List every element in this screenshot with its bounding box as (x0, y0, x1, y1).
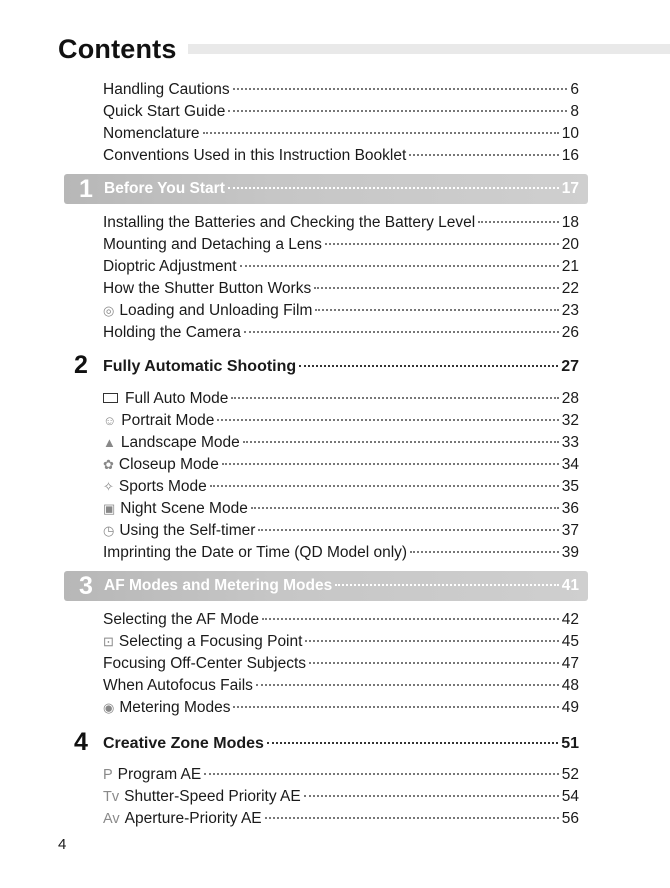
chapter-heading-3[interactable] (64, 571, 588, 601)
toc-entry-page: 39 (561, 544, 579, 561)
toc-entry-program-ae[interactable] (103, 766, 579, 786)
toc-entry-label: Portrait Mode (121, 412, 215, 429)
toc-entry-page: 18 (561, 214, 579, 231)
toc-entry-full-auto[interactable] (103, 390, 579, 410)
toc-entry-night-scene[interactable] (103, 500, 579, 520)
leader-dots (478, 221, 559, 223)
toc-entry-label: Focusing Off-Center Subjects (103, 655, 307, 672)
chapter-number: 2 (74, 351, 88, 379)
chapter-title: Fully Automatic Shooting (103, 358, 297, 375)
toc-entry-page: 52 (561, 766, 579, 783)
toc-entry-page: 54 (561, 788, 579, 805)
leader-dots (228, 110, 567, 112)
toc-entry-label: Nomenclature (103, 125, 200, 142)
chapter-heading-1[interactable] (64, 174, 588, 204)
chapter-page: 17 (561, 180, 579, 197)
av-mode-icon: Av (103, 811, 120, 827)
toc-entry-page: 35 (561, 478, 579, 495)
toc-entry-label: Quick Start Guide (103, 103, 226, 120)
toc-entry-loading-film[interactable] (103, 302, 579, 322)
leader-dots (251, 507, 559, 509)
tv-mode-icon: Tv (103, 789, 120, 805)
toc-entry-page: 10 (561, 125, 579, 142)
leader-dots (231, 397, 558, 399)
film-icon: ◎ (103, 303, 115, 318)
leader-dots (233, 706, 558, 708)
toc-entry-label: Program AE (117, 766, 202, 783)
leader-dots (315, 309, 558, 311)
toc-entry-autofocus-fails[interactable] (103, 677, 579, 697)
toc-entry-handling-cautions[interactable] (103, 81, 579, 101)
toc-entry-page: 36 (561, 500, 579, 517)
chapter-title-row (103, 358, 579, 376)
toc-entry-portrait[interactable] (103, 412, 579, 432)
toc-entry-page: 34 (561, 456, 579, 473)
leader-dots (210, 485, 559, 487)
toc-entry-self-timer[interactable] (103, 522, 579, 542)
toc-entry-label: When Autofocus Fails (103, 677, 253, 694)
toc-entry-page: 32 (561, 412, 579, 429)
closeup-icon: ✿ (103, 457, 114, 472)
leader-dots (299, 365, 558, 367)
chapter-number: 1 (79, 175, 93, 203)
leader-dots (305, 640, 558, 642)
contents-header (58, 30, 670, 74)
night-scene-icon: ▣ (103, 501, 116, 516)
toc-entry-page: 28 (561, 390, 579, 407)
toc-entry-label: Night Scene Mode (120, 500, 248, 517)
toc-entry-label: Handling Cautions (103, 81, 230, 98)
toc-entry-page: 20 (561, 236, 579, 253)
leader-dots (304, 795, 559, 797)
toc-entry-label: Shutter-Speed Priority AE (124, 788, 301, 805)
toc-entry-closeup[interactable] (103, 456, 579, 476)
full-auto-icon (103, 393, 118, 403)
toc-entry-af-mode[interactable] (103, 611, 579, 631)
toc-entry-conventions[interactable] (103, 147, 579, 167)
toc-entry-dioptric-adjustment[interactable] (103, 258, 579, 278)
toc-entry-mounting-lens[interactable] (103, 236, 579, 256)
title-bar-decoration (188, 44, 670, 54)
toc-entry-shutter-button[interactable] (103, 280, 579, 300)
leader-dots (410, 551, 559, 553)
chapter-page: 41 (561, 577, 579, 594)
toc-entry-page: 26 (561, 324, 579, 341)
portrait-icon: ☺ (103, 413, 117, 428)
leader-dots (244, 331, 559, 333)
toc-entry-page: 42 (561, 611, 579, 628)
landscape-icon: ▲ (103, 435, 116, 450)
leader-dots (222, 463, 559, 465)
leader-dots (233, 88, 568, 90)
toc-entry-page: 8 (570, 103, 579, 120)
leader-dots (204, 773, 559, 775)
leader-dots (335, 584, 559, 586)
toc-entry-label: Full Auto Mode (125, 390, 229, 407)
leader-dots (258, 529, 558, 531)
toc-entry-label: Landscape Mode (120, 434, 240, 451)
page-title: Contents (58, 34, 177, 64)
page-number: 4 (58, 836, 67, 853)
af-point-icon: ⊡ (103, 634, 114, 649)
toc-entry-page: 48 (561, 677, 579, 694)
leader-dots (228, 187, 559, 189)
toc-entry-label: Selecting the AF Mode (103, 611, 259, 628)
leader-dots (217, 419, 558, 421)
toc-entry-label: Sports Mode (118, 478, 207, 495)
toc-entry-page: 33 (561, 434, 579, 451)
toc-entry-label: Installing the Batteries and Checking the Battery Level (103, 214, 476, 231)
chapter-number: 4 (74, 728, 88, 756)
toc-entry-page: 16 (561, 147, 579, 164)
leader-dots (256, 684, 559, 686)
toc-entry-page: 47 (561, 655, 579, 672)
toc-entry-label: Conventions Used in this Instruction Booklet (103, 147, 407, 164)
toc-entry-label: Loading and Unloading Film (119, 302, 313, 319)
toc-entry-page: 37 (561, 522, 579, 539)
toc-entry-nomenclature[interactable] (103, 125, 579, 145)
toc-entry-page: 56 (561, 810, 579, 827)
chapter-title-row (103, 735, 579, 753)
chapter-title: Before You Start (104, 180, 225, 197)
toc-entry-label: Holding the Camera (103, 324, 241, 341)
toc-entry-page: 21 (561, 258, 579, 275)
chapter-title: Creative Zone Modes (103, 735, 264, 752)
metering-icon: ◉ (103, 700, 115, 715)
toc-entry-label: How the Shutter Button Works (103, 280, 312, 297)
toc-entry-imprinting-date[interactable] (103, 544, 579, 564)
leader-dots (314, 287, 559, 289)
chapter-title: AF Modes and Metering Modes (104, 577, 333, 594)
chapter-heading-2[interactable] (74, 351, 579, 382)
chapter-number: 3 (79, 572, 93, 600)
toc-entry-holding-camera[interactable] (103, 324, 579, 344)
toc-entry-metering-modes[interactable] (103, 699, 579, 719)
self-timer-icon: ◷ (103, 523, 115, 538)
toc-entry-label: Mounting and Detaching a Lens (103, 236, 322, 253)
sports-icon: ✧ (103, 479, 114, 494)
toc-entry-page: 45 (561, 633, 579, 650)
toc-entry-page: 23 (561, 302, 579, 319)
leader-dots (267, 742, 558, 744)
toc-entry-page: 6 (570, 81, 579, 98)
leader-dots (409, 154, 558, 156)
toc-entry-page: 49 (561, 699, 579, 716)
program-mode-icon: P (103, 767, 113, 783)
leader-dots (243, 441, 559, 443)
toc-entry-label: Aperture-Priority AE (124, 810, 262, 827)
chapter-title-row (104, 180, 579, 198)
toc-entry-label: Selecting a Focusing Point (118, 633, 303, 650)
chapter-title-row (104, 577, 579, 595)
leader-dots (262, 618, 559, 620)
chapter-page: 27 (561, 358, 579, 375)
leader-dots (309, 662, 559, 664)
chapter-page: 51 (561, 735, 579, 752)
toc-entry-sports[interactable] (103, 478, 579, 498)
toc-entry-label: Metering Modes (119, 699, 231, 716)
toc-entry-label: Using the Self-timer (119, 522, 256, 539)
leader-dots (203, 132, 559, 134)
leader-dots (325, 243, 559, 245)
leader-dots (265, 817, 559, 819)
toc-entry-landscape[interactable] (103, 434, 579, 454)
toc-entry-focusing-point[interactable] (103, 633, 579, 653)
toc-entry-label: Dioptric Adjustment (103, 258, 237, 275)
toc-entry-installing-batteries[interactable] (103, 214, 579, 234)
toc-entry-label: Closeup Mode (118, 456, 219, 473)
chapter-heading-4[interactable] (74, 728, 579, 759)
toc-entry-shutter-priority[interactable] (103, 788, 579, 808)
toc-entry-page: 22 (561, 280, 579, 297)
toc-entry-quick-start-guide[interactable] (103, 103, 579, 123)
toc-entry-off-center[interactable] (103, 655, 579, 675)
toc-entry-aperture-priority[interactable] (103, 810, 579, 830)
toc-entry-label: Imprinting the Date or Time (QD Model only) (103, 544, 408, 561)
leader-dots (240, 265, 559, 267)
